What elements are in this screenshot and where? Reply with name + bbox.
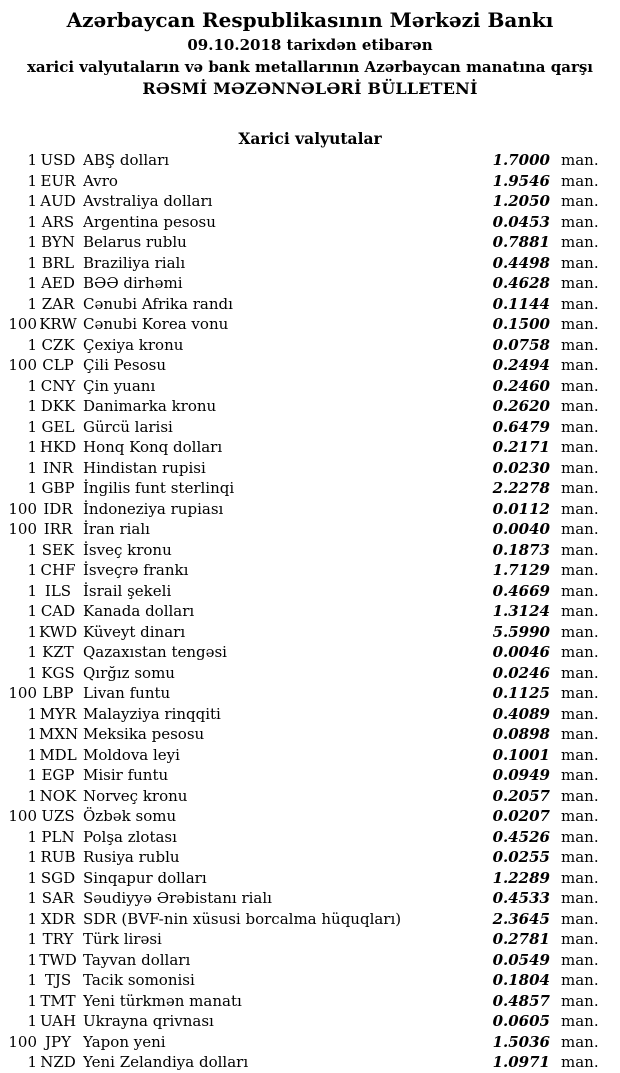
rate-row xyxy=(0,376,620,397)
rate-row xyxy=(0,499,620,520)
currency-name-cell: Cənubi Afrika randı xyxy=(83,294,233,313)
unit-cell: man. xyxy=(561,561,599,579)
currency-code-cell: CZK xyxy=(41,335,75,354)
quantity-cell: 1 xyxy=(27,950,37,969)
unit-cell: man. xyxy=(561,356,599,374)
quantity-cell: 1 xyxy=(27,335,37,354)
unit-cell: man. xyxy=(561,704,599,723)
quantity-cell: 100 xyxy=(8,499,37,518)
currency-name-cell: Tayvan dolları xyxy=(83,950,191,969)
rate-value-cell: 0.2620 xyxy=(492,397,550,415)
unit-cell: man. xyxy=(561,540,599,559)
quantity-cell: 1 xyxy=(27,417,37,436)
currency-code-cell: CNY xyxy=(40,376,76,395)
rate-value-cell: 0.4857 xyxy=(492,991,550,1010)
currency-code-cell: BYN xyxy=(41,233,75,251)
quantity-cell: 100 xyxy=(8,520,37,538)
rate-row xyxy=(0,765,620,786)
quantity-cell: 1 xyxy=(27,827,37,846)
quantity-cell: 1 xyxy=(27,294,37,313)
rate-row xyxy=(0,663,620,684)
currency-name-cell: Braziliya rialı xyxy=(83,253,186,272)
rate-row xyxy=(0,396,620,417)
quantity-cell: 100 xyxy=(8,684,37,702)
currency-code-cell: DKK xyxy=(40,397,76,415)
currency-name-cell: İsrail şekeli xyxy=(83,581,172,600)
unit-cell: man. xyxy=(561,438,599,456)
rate-row xyxy=(0,601,620,622)
currency-name-cell: Honq Konq dolları xyxy=(83,438,223,456)
quantity-cell: 100 xyxy=(8,315,37,333)
unit-cell: man. xyxy=(561,520,599,538)
rate-row xyxy=(0,847,620,868)
unit-cell: man. xyxy=(561,930,599,948)
quantity-cell: 1 xyxy=(27,909,37,928)
unit-cell: man. xyxy=(561,294,599,313)
quantity-cell: 1 xyxy=(27,622,37,641)
rate-value-cell: 1.2289 xyxy=(492,868,550,887)
rate-value-cell: 1.7129 xyxy=(492,561,550,579)
rate-row xyxy=(0,642,620,663)
currency-code-cell: RUB xyxy=(40,848,76,866)
rate-row xyxy=(0,683,620,704)
currency-name-cell: Misir funtu xyxy=(83,766,169,784)
currency-name-cell: İsveç kronu xyxy=(83,540,172,559)
rate-value-cell: 0.0046 xyxy=(492,643,550,661)
currency-name-cell: İngilis funt sterlinqi xyxy=(83,479,235,497)
currency-code-cell: LBP xyxy=(42,684,74,702)
rate-value-cell: 0.1500 xyxy=(492,315,550,333)
currency-code-cell: EGP xyxy=(41,766,75,784)
unit-cell: man. xyxy=(561,233,599,251)
rate-value-cell: 0.2057 xyxy=(492,786,550,805)
rate-row xyxy=(0,1032,620,1053)
unit-cell: man. xyxy=(561,151,599,169)
unit-cell: man. xyxy=(561,643,599,661)
quantity-cell: 1 xyxy=(27,376,37,395)
rate-value-cell: 0.0207 xyxy=(492,807,550,825)
currency-name-cell: Livan funtu xyxy=(83,684,171,702)
currency-code-cell: TMT xyxy=(40,991,76,1010)
rate-value-cell: 0.0246 xyxy=(492,663,550,682)
rate-value-cell: 0.4089 xyxy=(492,704,550,723)
unit-cell: man. xyxy=(561,786,599,805)
unit-cell: man. xyxy=(561,1032,599,1051)
rate-row xyxy=(0,704,620,725)
rate-row xyxy=(0,232,620,253)
quantity-cell: 1 xyxy=(27,561,37,579)
currency-name-cell: Sinqapur dolları xyxy=(83,868,207,887)
currency-code-cell: HKD xyxy=(39,438,77,456)
quantity-cell: 1 xyxy=(27,991,37,1010)
unit-cell: man. xyxy=(561,253,599,272)
quantity-cell: 1 xyxy=(27,868,37,887)
currency-code-cell: NZD xyxy=(40,1053,76,1071)
unit-cell: man. xyxy=(561,745,599,764)
rate-value-cell: 0.1001 xyxy=(492,745,550,764)
unit-cell: man. xyxy=(561,950,599,969)
section-title: Xarici valyutalar xyxy=(238,129,382,148)
quantity-cell: 1 xyxy=(27,848,37,866)
rate-row xyxy=(0,888,620,909)
unit-cell: man. xyxy=(561,827,599,846)
currency-name-cell: Yeni Zelandiya dolları xyxy=(83,1053,249,1071)
currency-name-cell: Səudiyyə Ərəbistanı rialı xyxy=(83,889,272,907)
quantity-cell: 1 xyxy=(27,971,37,989)
quantity-cell: 1 xyxy=(27,786,37,805)
unit-cell: man. xyxy=(561,889,599,907)
bulletin-title: RƏSMİ MƏZƏNNƏLƏRİ BÜLLETENİ xyxy=(142,79,478,98)
quantity-cell: 1 xyxy=(27,1012,37,1030)
currency-name-cell: Yeni türkmən manatı xyxy=(83,991,242,1010)
rate-value-cell: 5.5990 xyxy=(492,622,550,641)
currency-code-cell: IRR xyxy=(43,520,73,538)
unit-cell: man. xyxy=(561,1012,599,1030)
rate-value-cell: 0.1144 xyxy=(492,294,550,313)
currency-name-cell: Tacik somonisi xyxy=(83,971,195,989)
rate-value-cell: 0.4498 xyxy=(492,253,550,272)
currency-name-cell: İndoneziya rupiası xyxy=(83,499,224,518)
quantity-cell: 1 xyxy=(27,151,37,169)
quantity-cell: 1 xyxy=(27,540,37,559)
currency-code-cell: EUR xyxy=(40,171,76,190)
currency-code-cell: ARS xyxy=(41,212,75,231)
rate-row xyxy=(0,519,620,540)
unit-cell: man. xyxy=(561,479,599,497)
rate-row xyxy=(0,273,620,294)
quantity-cell: 1 xyxy=(27,1053,37,1071)
rate-value-cell: 1.9546 xyxy=(492,171,550,190)
currency-name-cell: Özbək somu xyxy=(83,807,177,825)
currency-name-cell: Kanada dolları xyxy=(83,602,195,620)
rate-value-cell: 1.0971 xyxy=(492,1053,550,1071)
currency-code-cell: KWD xyxy=(39,622,78,641)
currency-name-cell: Avstraliya dolları xyxy=(83,192,213,210)
rate-value-cell: 0.0230 xyxy=(492,458,550,477)
effective-date-line: 09.10.2018 tarixdən etibarən xyxy=(187,36,433,54)
currency-code-cell: XDR xyxy=(41,909,75,928)
rate-value-cell: 1.3124 xyxy=(492,602,550,620)
currency-name-cell: Avro xyxy=(83,171,118,190)
currency-name-cell: İran rialı xyxy=(83,520,150,538)
currency-code-cell: KRW xyxy=(39,315,77,333)
unit-cell: man. xyxy=(561,581,599,600)
currency-name-cell: Gürcü larisi xyxy=(83,417,173,436)
rate-row xyxy=(0,970,620,991)
currency-name-cell: Norveç kronu xyxy=(83,786,188,805)
quantity-cell: 1 xyxy=(27,274,37,292)
rate-row xyxy=(0,1052,620,1073)
currency-code-cell: UAH xyxy=(39,1012,77,1030)
rate-value-cell: 0.0949 xyxy=(492,766,550,784)
currency-code-cell: CLP xyxy=(42,356,74,374)
currency-name-cell: BƏƏ dirhəmi xyxy=(83,274,183,292)
rate-value-cell: 0.2494 xyxy=(492,356,550,374)
currency-code-cell: TJS xyxy=(44,971,72,989)
unit-cell: man. xyxy=(561,725,599,743)
currency-code-cell: USD xyxy=(40,151,76,169)
quantity-cell: 1 xyxy=(27,704,37,723)
rate-value-cell: 0.4533 xyxy=(492,889,550,907)
currency-name-cell: Argentina pesosu xyxy=(83,212,216,231)
rate-row xyxy=(0,253,620,274)
unit-cell: man. xyxy=(561,1053,599,1071)
rate-value-cell: 0.2171 xyxy=(492,438,550,456)
rate-row xyxy=(0,909,620,930)
quantity-cell: 1 xyxy=(27,458,37,477)
rate-value-cell: 0.4669 xyxy=(492,581,550,600)
rate-value-cell: 0.0549 xyxy=(492,950,550,969)
currency-name-cell: Çexiya kronu xyxy=(83,335,184,354)
currency-code-cell: CAD xyxy=(40,602,76,620)
rate-value-cell: 0.6479 xyxy=(492,417,550,436)
currency-name-cell: Çili Pesosu xyxy=(83,356,167,374)
currency-name-cell: Rusiya rublu xyxy=(83,848,180,866)
currency-code-cell: IDR xyxy=(43,499,73,518)
currency-name-cell: ABŞ dolları xyxy=(83,151,170,169)
rate-row xyxy=(0,417,620,438)
rate-row xyxy=(0,724,620,745)
currency-code-cell: PLN xyxy=(41,827,75,846)
currency-name-cell: Yapon yeni xyxy=(83,1032,166,1051)
rate-value-cell: 0.0758 xyxy=(492,335,550,354)
rate-value-cell: 0.0453 xyxy=(492,212,550,231)
bulletin-header xyxy=(0,0,620,99)
quantity-cell: 1 xyxy=(27,397,37,415)
rate-value-cell: 0.0255 xyxy=(492,848,550,866)
unit-cell: man. xyxy=(561,417,599,436)
rate-value-cell: 2.3645 xyxy=(492,909,550,928)
unit-cell: man. xyxy=(561,807,599,825)
currency-name-cell: Meksika pesosu xyxy=(83,725,205,743)
rate-row xyxy=(0,437,620,458)
currency-name-cell: Hindistan rupisi xyxy=(83,458,206,477)
rate-value-cell: 0.2460 xyxy=(492,376,550,395)
currency-code-cell: NOK xyxy=(39,786,77,805)
currency-code-cell: KGS xyxy=(41,663,75,682)
currency-code-cell: GEL xyxy=(41,417,75,436)
quantity-cell: 1 xyxy=(27,745,37,764)
unit-cell: man. xyxy=(561,171,599,190)
currency-code-cell: UZS xyxy=(41,807,75,825)
unit-cell: man. xyxy=(561,991,599,1010)
currency-name-cell: Ukrayna qrivnası xyxy=(83,1012,214,1030)
currency-code-cell: TRY xyxy=(42,930,74,948)
unit-cell: man. xyxy=(561,376,599,395)
currency-code-cell: SAR xyxy=(41,889,75,907)
quantity-cell: 1 xyxy=(27,479,37,497)
quantity-cell: 1 xyxy=(27,581,37,600)
currency-code-cell: SGD xyxy=(40,868,76,887)
rate-row xyxy=(0,458,620,479)
quantity-cell: 1 xyxy=(27,171,37,190)
unit-cell: man. xyxy=(561,274,599,292)
unit-cell: man. xyxy=(561,458,599,477)
unit-cell: man. xyxy=(561,909,599,928)
currency-code-cell: MXN xyxy=(39,725,79,743)
rate-value-cell: 0.1873 xyxy=(492,540,550,559)
rate-value-cell: 0.4526 xyxy=(492,827,550,846)
currency-code-cell: ZAR xyxy=(41,294,75,313)
currency-name-cell: Türk lirəsi xyxy=(83,930,162,948)
rate-value-cell: 1.7000 xyxy=(492,151,550,169)
rate-row xyxy=(0,314,620,335)
quantity-cell: 1 xyxy=(27,663,37,682)
quantity-cell: 1 xyxy=(27,889,37,907)
rate-value-cell: 0.7881 xyxy=(492,233,550,251)
quantity-cell: 1 xyxy=(27,602,37,620)
currency-name-cell: Qazaxıstan tengəsi xyxy=(83,643,227,661)
rates-table xyxy=(0,150,620,1073)
rate-row xyxy=(0,560,620,581)
rate-value-cell: 0.0112 xyxy=(492,499,550,518)
currency-name-cell: Danimarka kronu xyxy=(83,397,217,415)
unit-cell: man. xyxy=(561,766,599,784)
quantity-cell: 1 xyxy=(27,233,37,251)
rate-row xyxy=(0,868,620,889)
currency-name-cell: Qırğız somu xyxy=(83,663,175,682)
unit-cell: man. xyxy=(561,663,599,682)
unit-cell: man. xyxy=(561,335,599,354)
rate-row xyxy=(0,335,620,356)
currency-code-cell: TWD xyxy=(39,950,77,969)
currency-code-cell: AED xyxy=(41,274,75,292)
page-title: Azərbaycan Respublikasının Mərkəzi Bankı xyxy=(66,8,554,32)
subject-line: xarici valyutaların və bank metallarının Azərbaycan manatına qarşı xyxy=(26,58,594,76)
rate-row xyxy=(0,478,620,499)
currency-code-cell: MYR xyxy=(39,704,77,723)
rate-row xyxy=(0,991,620,1012)
currency-code-cell: SEK xyxy=(41,540,75,559)
currency-code-cell: CHF xyxy=(40,561,76,579)
rate-row xyxy=(0,355,620,376)
quantity-cell: 1 xyxy=(27,253,37,272)
rate-value-cell: 2.2278 xyxy=(492,479,550,497)
quantity-cell: 100 xyxy=(8,1032,37,1051)
quantity-cell: 1 xyxy=(27,930,37,948)
rate-value-cell: 0.0040 xyxy=(492,520,550,538)
currency-name-cell: Moldova leyi xyxy=(83,745,180,764)
currency-name-cell: Cənubi Korea vonu xyxy=(83,315,229,333)
currency-code-cell: GBP xyxy=(41,479,75,497)
unit-cell: man. xyxy=(561,499,599,518)
quantity-cell: 1 xyxy=(27,643,37,661)
currency-name-cell: Polşa zlotası xyxy=(83,827,177,846)
rate-value-cell: 0.0605 xyxy=(492,1012,550,1030)
unit-cell: man. xyxy=(561,192,599,210)
currency-name-cell: Küveyt dinarı xyxy=(83,622,186,641)
currency-name-cell: Belarus rublu xyxy=(83,233,187,251)
currency-name-cell: SDR (BVF-nin xüsusi borcalma hüquqları) xyxy=(83,909,402,928)
rate-value-cell: 0.0898 xyxy=(492,725,550,743)
rate-value-cell: 0.4628 xyxy=(492,274,550,292)
rate-row xyxy=(0,581,620,602)
unit-cell: man. xyxy=(561,868,599,887)
quantity-cell: 100 xyxy=(8,356,37,374)
rate-value-cell: 0.2781 xyxy=(492,930,550,948)
unit-cell: man. xyxy=(561,684,599,702)
unit-cell: man. xyxy=(561,848,599,866)
rate-row xyxy=(0,1011,620,1032)
currency-code-cell: JPY xyxy=(44,1032,71,1051)
rate-row xyxy=(0,950,620,971)
rate-row xyxy=(0,171,620,192)
quantity-cell: 1 xyxy=(27,192,37,210)
currency-name-cell: Malayziya rinqqiti xyxy=(83,704,221,723)
unit-cell: man. xyxy=(561,397,599,415)
rate-row xyxy=(0,806,620,827)
quantity-cell: 1 xyxy=(27,725,37,743)
unit-cell: man. xyxy=(561,622,599,641)
currency-code-cell: KZT xyxy=(42,643,74,661)
rate-row xyxy=(0,786,620,807)
rate-row xyxy=(0,150,620,171)
currency-code-cell: BRL xyxy=(41,253,75,272)
rate-row xyxy=(0,540,620,561)
currency-code-cell: AUD xyxy=(40,192,76,210)
quantity-cell: 1 xyxy=(27,212,37,231)
rate-row xyxy=(0,827,620,848)
currency-name-cell: İsveçrə frankı xyxy=(83,561,189,579)
rate-row xyxy=(0,212,620,233)
rate-row xyxy=(0,191,620,212)
quantity-cell: 1 xyxy=(27,438,37,456)
unit-cell: man. xyxy=(561,315,599,333)
rate-row xyxy=(0,622,620,643)
rate-row xyxy=(0,294,620,315)
currency-code-cell: MDL xyxy=(39,745,77,764)
rate-row xyxy=(0,929,620,950)
rate-value-cell: 1.2050 xyxy=(492,192,550,210)
quantity-cell: 100 xyxy=(8,807,37,825)
unit-cell: man. xyxy=(561,212,599,231)
rate-value-cell: 0.1804 xyxy=(492,971,550,989)
currency-code-cell: ILS xyxy=(44,581,72,600)
currency-code-cell: INR xyxy=(42,458,74,477)
quantity-cell: 1 xyxy=(27,766,37,784)
rate-value-cell: 0.1125 xyxy=(492,684,550,702)
unit-cell: man. xyxy=(561,602,599,620)
unit-cell: man. xyxy=(561,971,599,989)
rate-row xyxy=(0,745,620,766)
currency-name-cell: Çin yuanı xyxy=(83,376,156,395)
rate-value-cell: 1.5036 xyxy=(492,1032,550,1051)
